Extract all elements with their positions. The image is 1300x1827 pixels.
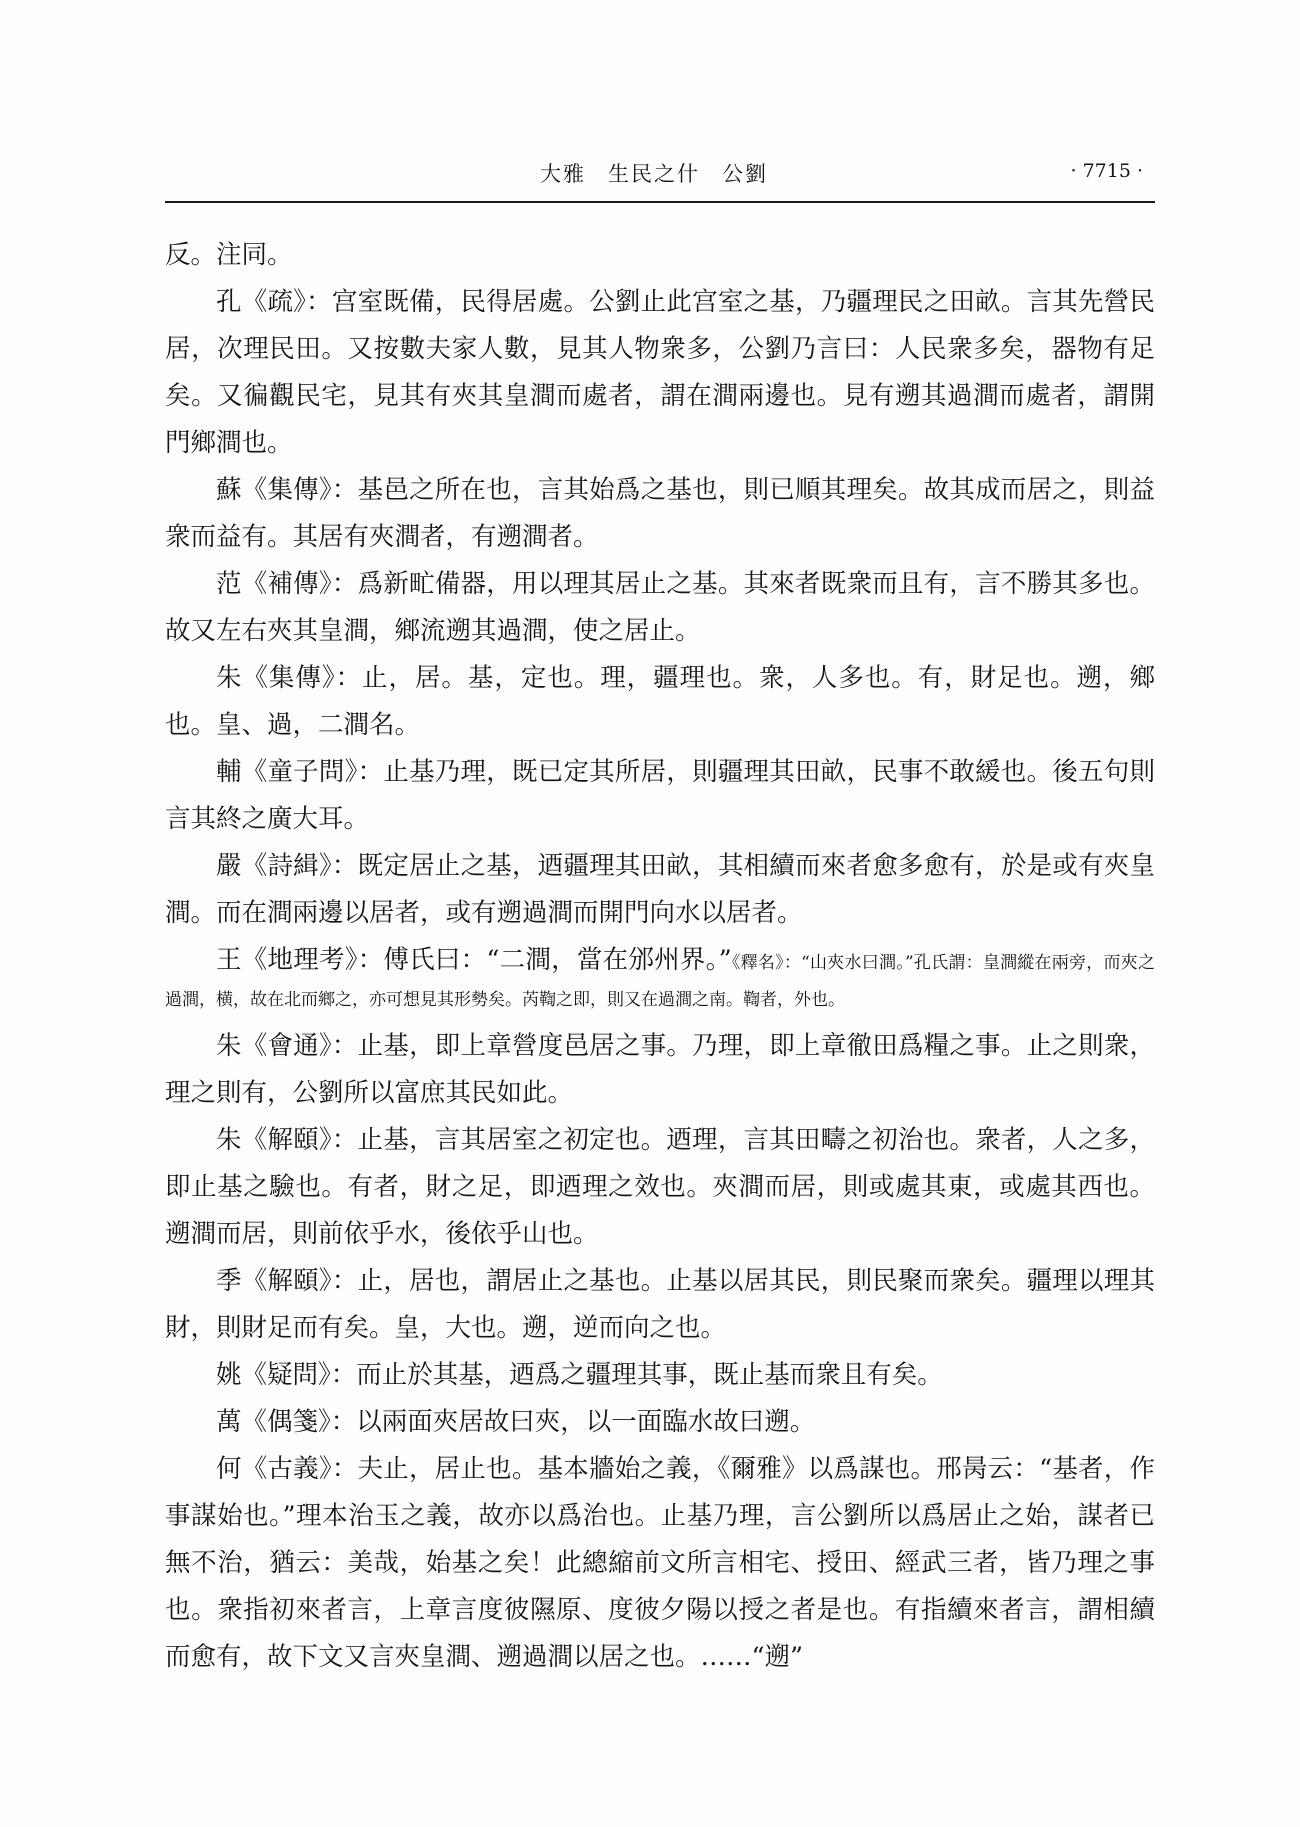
paragraph: 朱《解頤》：止基，言其居室之初定也。迺理，言其田疇之初治也。衆者，人之多，即止基之驗也。有者，財之足，即迺理之效也。夾澗而居，則或處其東，或處其西也。遡澗而居，則前依乎水，後依乎山也。 [165,1125,1155,1249]
paragraph-with-note [165,937,1155,1023]
paragraph: 反。注同。 [165,240,293,270]
header-poem: 公劉 [722,162,768,186]
paragraph: 孔《疏》：宫室既備，民得居處。公劉止此宫室之基，乃疆理民之田畝。言其先營民居，次理民田。又按數夫家人數，見其人物衆多，公劉乃言曰：人民衆多矣，器物有足矣。又徧觀民宅，見其有夾其皇澗而處者，謂在澗兩邊也。見有遡其過澗而處者，謂開門鄉澗也。 [165,287,1155,458]
paragraph: 嚴《詩緝》：既定居止之基，迺疆理其田畝，其相續而來者愈多愈有，於是或有夾皇澗。而在澗兩邊以居者，或有遡過澗而開門向水以居者。 [165,851,1155,928]
paragraph: 朱《集傳》：止，居。基，定也。理，疆理也。衆，人多也。有，財足也。遡，鄉也。皇、過，二澗名。 [165,663,1155,740]
paragraph: 姚《疑問》：而止於其基，迺爲之疆理其事，既止基而衆且有矣。 [216,1360,943,1390]
paragraph: 季《解頤》：止，居也，謂居止之基也。止基以居其民，則民聚而衆矣。疆理以理其財，則財足而有矣。皇，大也。遡，逆而向之也。 [165,1266,1155,1343]
paragraph: 范《補傳》：爲新甿備器，用以理其居止之基。其來者既衆而且有，言不勝其多也。故又左右夾其皇澗，鄉流遡其過澗，使之居止。 [165,569,1155,646]
paragraph: 萬《偶箋》：以兩面夾居故曰夾，以一面臨水故曰遡。 [216,1407,816,1437]
note-lead: 王《地理考》：傅氏曰：“二澗，當在邠州界。” [216,945,732,975]
paragraph: 朱《會通》：止基，即上章營度邑居之事。乃理，即上章徹田爲糧之事。止之則衆，理之則有，公劉所以富庶其民如此。 [165,1031,1155,1108]
paragraph: 蘇《集傳》：基邑之所在也，言其始爲之基也，則已順其理矣。故其成而居之，則益衆而益有。其居有夾澗者，有遡澗者。 [165,475,1155,552]
header-title [540,158,790,188]
running-header [165,158,1155,198]
body-text [165,232,1155,1681]
paragraph: 何《古義》：夫止，居止也。基本牆始之義，《爾雅》以爲謀也。邢昺云：“基者，作事謀始也。”理本治玉之義，故亦以爲治也。止基乃理，言公劉所以爲居止之始，謀者已無不治，猶云：美哉，始基之矣！此總縮前文所言相宅、授田、經武三者，皆乃理之事也。衆指初來者言，上章言度彼隰原、度彼夕陽以授之者是也。有指續來者言，謂相續而愈有，故下文又言夾皇澗、遡過澗以居之也。……“遡” [165,1454,1155,1672]
page-number: · 7715 · [1070,160,1143,182]
small-note: 《釋名》：“山夾水曰澗。”孔氏謂：皇澗縱在兩旁，而夾之過澗，横，故在北而鄉之，亦可想見其形勢矣。芮鞫之即，則又在過澗之南。鞫者，外也。 [165,953,1155,1010]
header-book: 大雅 [540,162,586,186]
header-rule [165,201,1155,203]
header-section: 生民之什 [608,162,700,186]
paragraph: 輔《童子問》：止基乃理，既已定其所居，則疆理其田畝，民事不敢緩也。後五句則言其終之廣大耳。 [165,757,1155,834]
